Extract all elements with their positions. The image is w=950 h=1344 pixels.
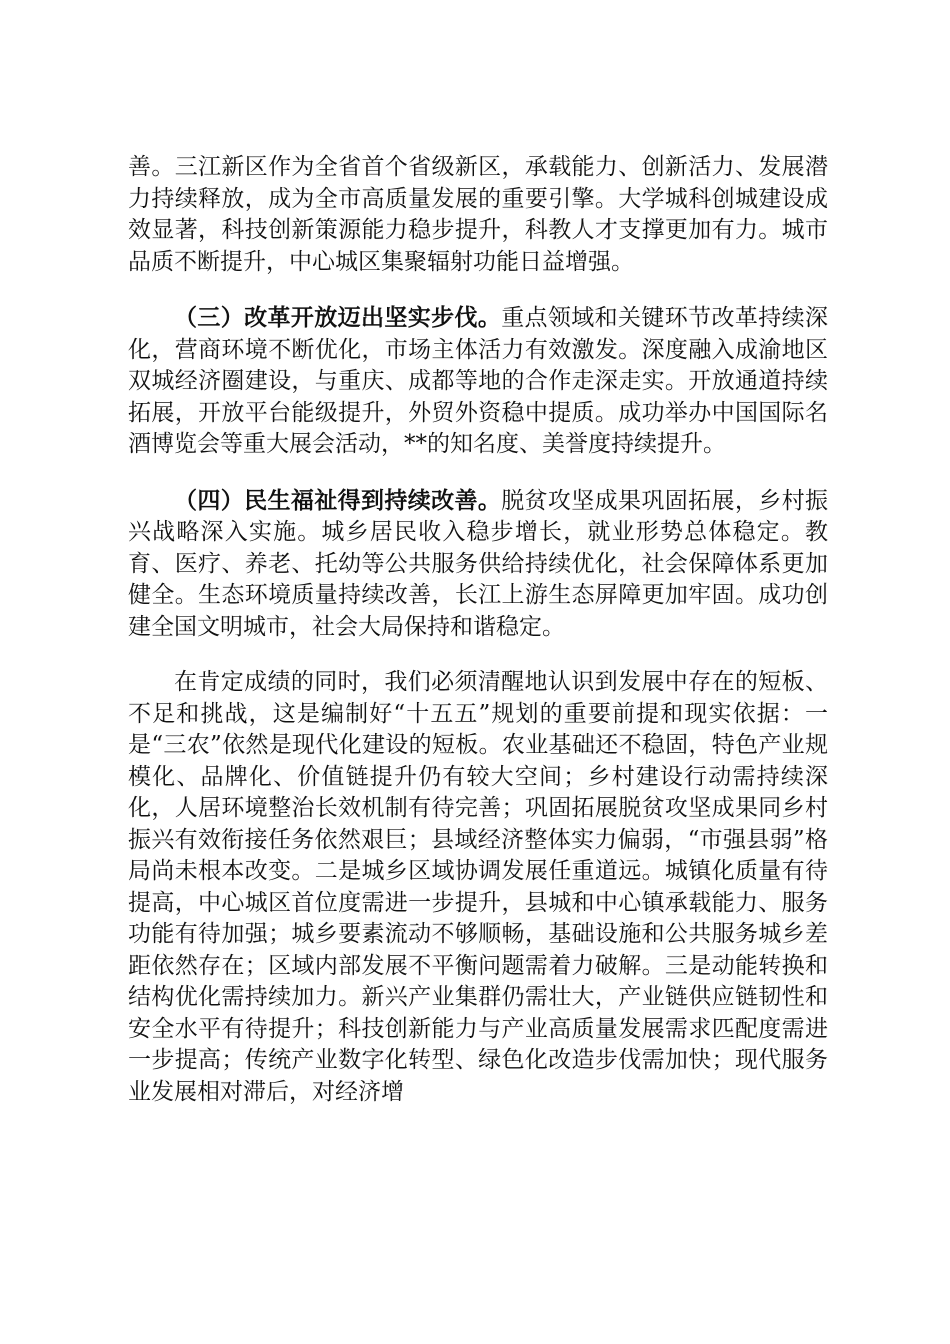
paragraph-text: 在肯定成绩的同时，我们必须清醒地认识到发展中存在的短板、不足和挑战，这是编制好“十五五”规划的重要前提和现实依据：一是“三农”依然是现代化建设的短板。农业基础还不稳固，特色产业规模化、品牌化、价值链提升仍有较大空间；乡村建设行动需持续深化，人居环境整治长效机制有待完善；巩固拓展脱贫攻坚成果同乡村振兴有效衔接任务依然艰巨；县域经济整体实力偏弱，“市强县弱”格局尚未根本改变。二是城乡区域协调发展任重道远。城镇化质量有待提高，中心城区首位度需进一步提升，县城和中心镇承载能力、服务功能有待加强；城乡要素流动不够顺畅，基础设施和公共服务城乡差距依然存在；区域内部发展不平衡问题需着力破解。三是动能转换和结构优化需持续加力。新兴产业集群仍需壮大，产业链供应链韧性和安全水平有待提升；科技创新能力与产业高质量发展需求匹配度需进一步提高；传统产业数字化转型、绿色化改造步伐需加快；现代服务业发展相对滞后，对经济增 bbox=[128, 669, 828, 1105]
section-heading: （三）改革开放迈出坚实步伐。 bbox=[174, 304, 502, 331]
document-body bbox=[128, 152, 828, 1132]
paragraph-text: 重点领域和关键环节改革持续深化，营商环境不断优化，市场主体活力有效激发。深度融入成渝地区双城经济圈建设，与重庆、成都等地的合作走深走实。开放通道持续拓展，开放平台能级提升，外贸外资稳中提质。成功举办中国国际名酒博览会等重大展会活动，**的知名度、美誉度持续提升。 bbox=[128, 305, 829, 457]
paragraph-text: 善。三江新区作为全省首个省级新区，承载能力、创新活力、发展潜力持续释放，成为全市高质量发展的重要引擎。大学城科创城建设成效显著，科技创新策源能力稳步提升，科教人才支撑更加有力。城市品质不断提升，中心城区集聚辐射功能日益增强。 bbox=[128, 154, 828, 275]
paragraph-challenges bbox=[128, 667, 828, 1108]
paragraph-continuation bbox=[128, 152, 828, 278]
paragraph-text: 脱贫攻坚成果巩固拓展，乡村振兴战略深入实施。城乡居民收入稳步增长，就业形势总体稳定。教育、医疗、养老、托幼等公共服务供给持续优化，社会保障体系更加健全。生态环境质量持续改善，长江上游生态屏障更加牢固。成功创建全国文明城市，社会大局保持和谐稳定。 bbox=[128, 487, 829, 640]
paragraph-reform-opening bbox=[128, 302, 828, 461]
section-heading: （四）民生福祉得到持续改善。 bbox=[174, 486, 502, 514]
paragraph-livelihood bbox=[128, 485, 828, 644]
